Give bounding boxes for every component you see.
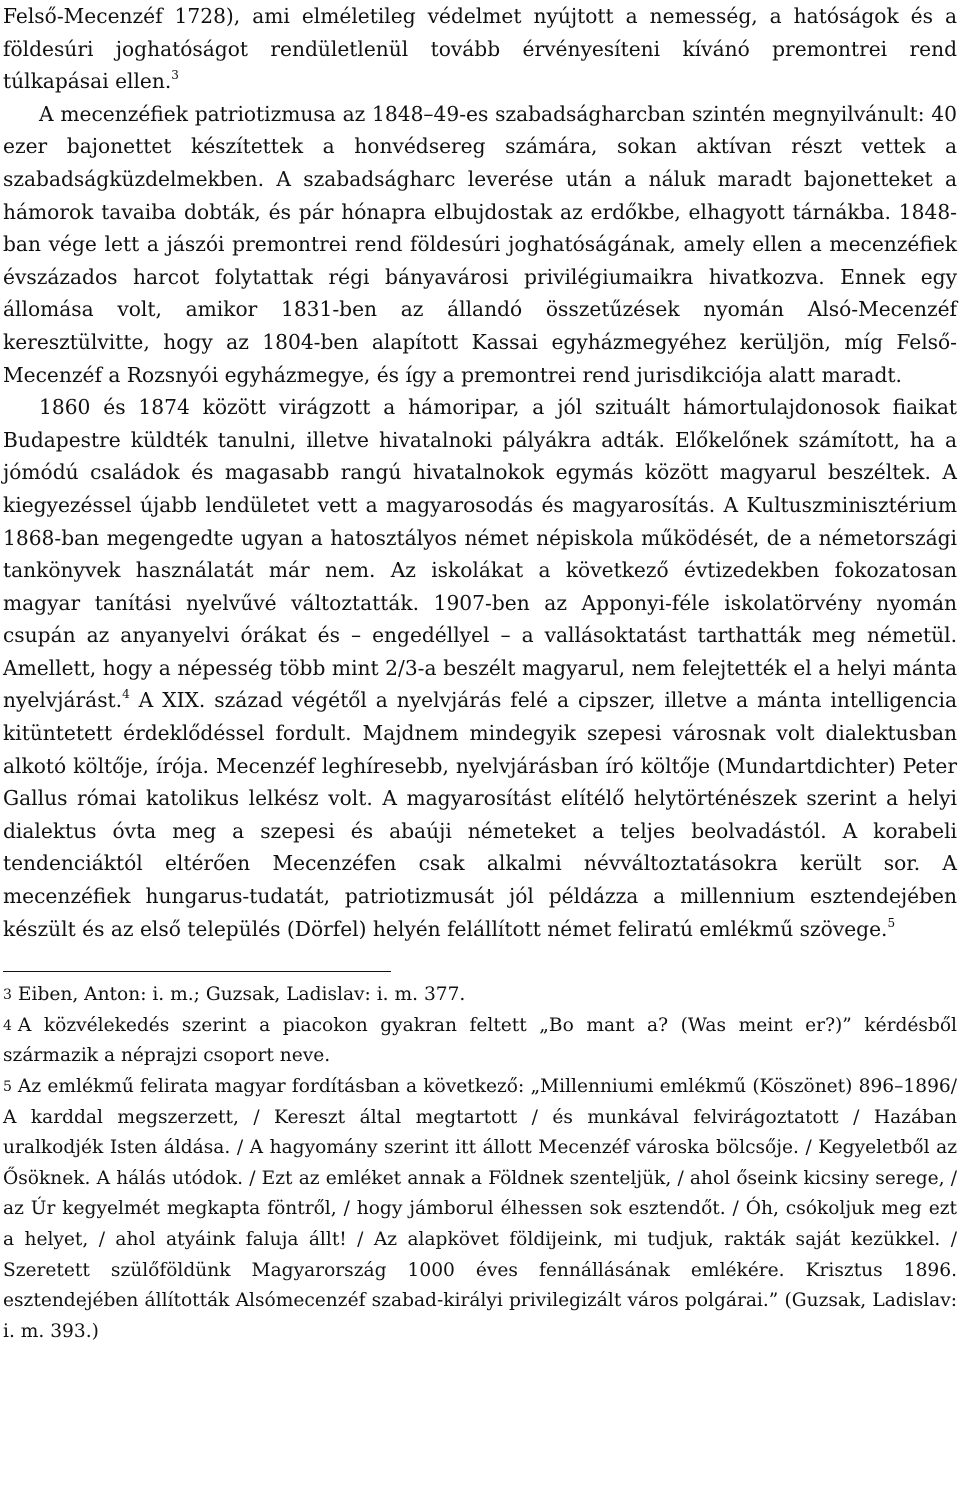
- footnote-text: Az emlékmű felirata magyar fordításban a következő: „Millenniumi emlékmű (Köszönet) 896–1896/ A karddal megszerzett, / Kereszt által megtartott / és munkával felvirágoztatott / Hazában uralkodjék Isten áldása. / A hagyomány szerint itt állott Mecenzéf városka bölcsője. / Kegyeletből az Ősöknek. A hálás utódok. / Ezt az emléket annak a Földnek szenteljük, / ahol őseink kicsiny serege, / az Úr kegyelmét megkapta föntről, / hogy jámborul élhessen sok esztendőt. / Óh, csókoljuk meg ezt a helyet, / ahol atyáink faluja állt! / Az alapkövet földijeink, mi tudjuk, rakták saját kezükkel. / Szeretett szülőföldünk Magyarország 1000 éves fennállásának emlékére. Krisztus 1896. esztendejében állították Alsómecenzéf szabad-királyi privilegizált város polgárai.” (Guzsak, Ladislav: i. m. 393.): [3, 1076, 957, 1342]
- footnote-mark: 3: [3, 987, 12, 1004]
- paragraph-2: [3, 98, 957, 391]
- footnote-3: [3, 980, 957, 1011]
- footnote-separator: [3, 971, 391, 972]
- paragraph-text: 1860 és 1874 között virágzott a hámoripar, a jól szituált hámortulajdonosok fiaikat Budapestre küldték tanulni, illetve hivatalnoki pályákra adták. Előkelőnek számított, ha a jómódú családok és magasabb rangú hivatalnokok egymás között magyarul beszéltek. A kiegyezéssel újabb lendületet vett a magyarosodás és magyarosítás. A Kultuszminisztérium 1868-ban megengedte ugyan a hatosztályos német népiskola működését, de a németországi tankönyvek használatát már nem. Az iskolákat a következő évtizedekben fokozatosan magyar tanítási nyelvűvé változtatták. 1907-ben az Apponyi-féle iskolatörvény nyomán csupán az anyanyelvi órákat és – engedéllyel – a vallásoktatást tarthatták meg németül. Amellett, hogy a népesség több mint 2/3-a beszélt magyarul, nem felejtették el a helyi mánta nyelvjárást.: [3, 395, 957, 713]
- footnote-5: [3, 1072, 957, 1347]
- footnote-ref-4[interactable]: 4: [122, 687, 130, 702]
- paragraph-1: [3, 0, 957, 98]
- footnote-4: [3, 1011, 957, 1072]
- footnote-mark: 5: [3, 1079, 12, 1095]
- body-text: [3, 0, 957, 945]
- footnote-ref-3[interactable]: 3: [171, 68, 179, 83]
- footnote-text: A közvélekedés szerint a piacokon gyakran feltett „Bo mant a? (Was meint er?)” kérdésből származik a néprajzi csoport neve.: [3, 1014, 957, 1067]
- footnote-text: Eiben, Anton: i. m.; Guzsak, Ladislav: i. m. 377.: [17, 984, 466, 1006]
- paragraph-3: [3, 391, 957, 945]
- footnote-mark: 4: [3, 1017, 12, 1034]
- footnote-ref-5[interactable]: 5: [887, 915, 896, 930]
- paragraph-text: A XIX. század végétől a nyelvjárás felé a cipszer, illetve a mánta intelligencia kitüntetett érdeklődéssel fordult. Majdnem mindegyik szepesi városnak volt dialektusban alkotó költője, írója. Mecenzéf leghíresebb, nyelvjárásban író költője (Mundartdichter) Peter Gallus római katolikus lelkész volt. A magyarosítást elítélő helytörténészek szerint a helyi dialektus óvta meg a szepesi és abaúji németeket a teljes beolvadástól. A korabeli tendenciáktól eltérően Mecenzéfen csak alkalmi névváltoztatásokra került sor. A mecenzéfiek hungarus-tudatát, patriotizmusát jól példázza a millennium esztendejében készült és az első település (Dörfel) helyén felállított német feliratú emlékmű szövege.: [3, 688, 957, 941]
- paragraph-text: A mecenzéfiek patriotizmusa az 1848–49-es szabadságharcban szintén megnyilvánult: 40 ezer bajonettet készítettek a honvédsereg számára, sokan aktívan részt vettek a szabadságküzdelmekben. A szabadságharc leverése után a náluk maradt bajonetteket a hámorok tavaiba dobták, és pár hónapra elbujdostak az erdőkbe, elhagyott tárnákba. 1848-ban vége lett a jászói premontrei rend földesúri joghatóságának, amely ellen a mecenzéfiek évszázados harcot folytattak régi bányavárosi privilégiumaikra hivatkozva. Ennek egy állomása volt, amikor 1831-ben az állandó összetűzések nyomán Alsó-Mecenzéf keresztülvitte, hogy az 1804-ben alapított Kassai egyházmegyéhez kerüljön, míg Felső-Mecenzéf a Rozsnyói egyházmegye, és így a premontrei rend jurisdikciója alatt maradt.: [3, 101, 957, 387]
- paragraph-text: Felső-Mecenzéf 1728), ami elméletileg védelmet nyújtott a nemesség, a hatóságok és a földesúri joghatóságot rendületlenül tovább érvényesíteni kívánó premontrei rend túlkapásai ellen.: [3, 4, 957, 94]
- footnotes: [3, 980, 957, 1347]
